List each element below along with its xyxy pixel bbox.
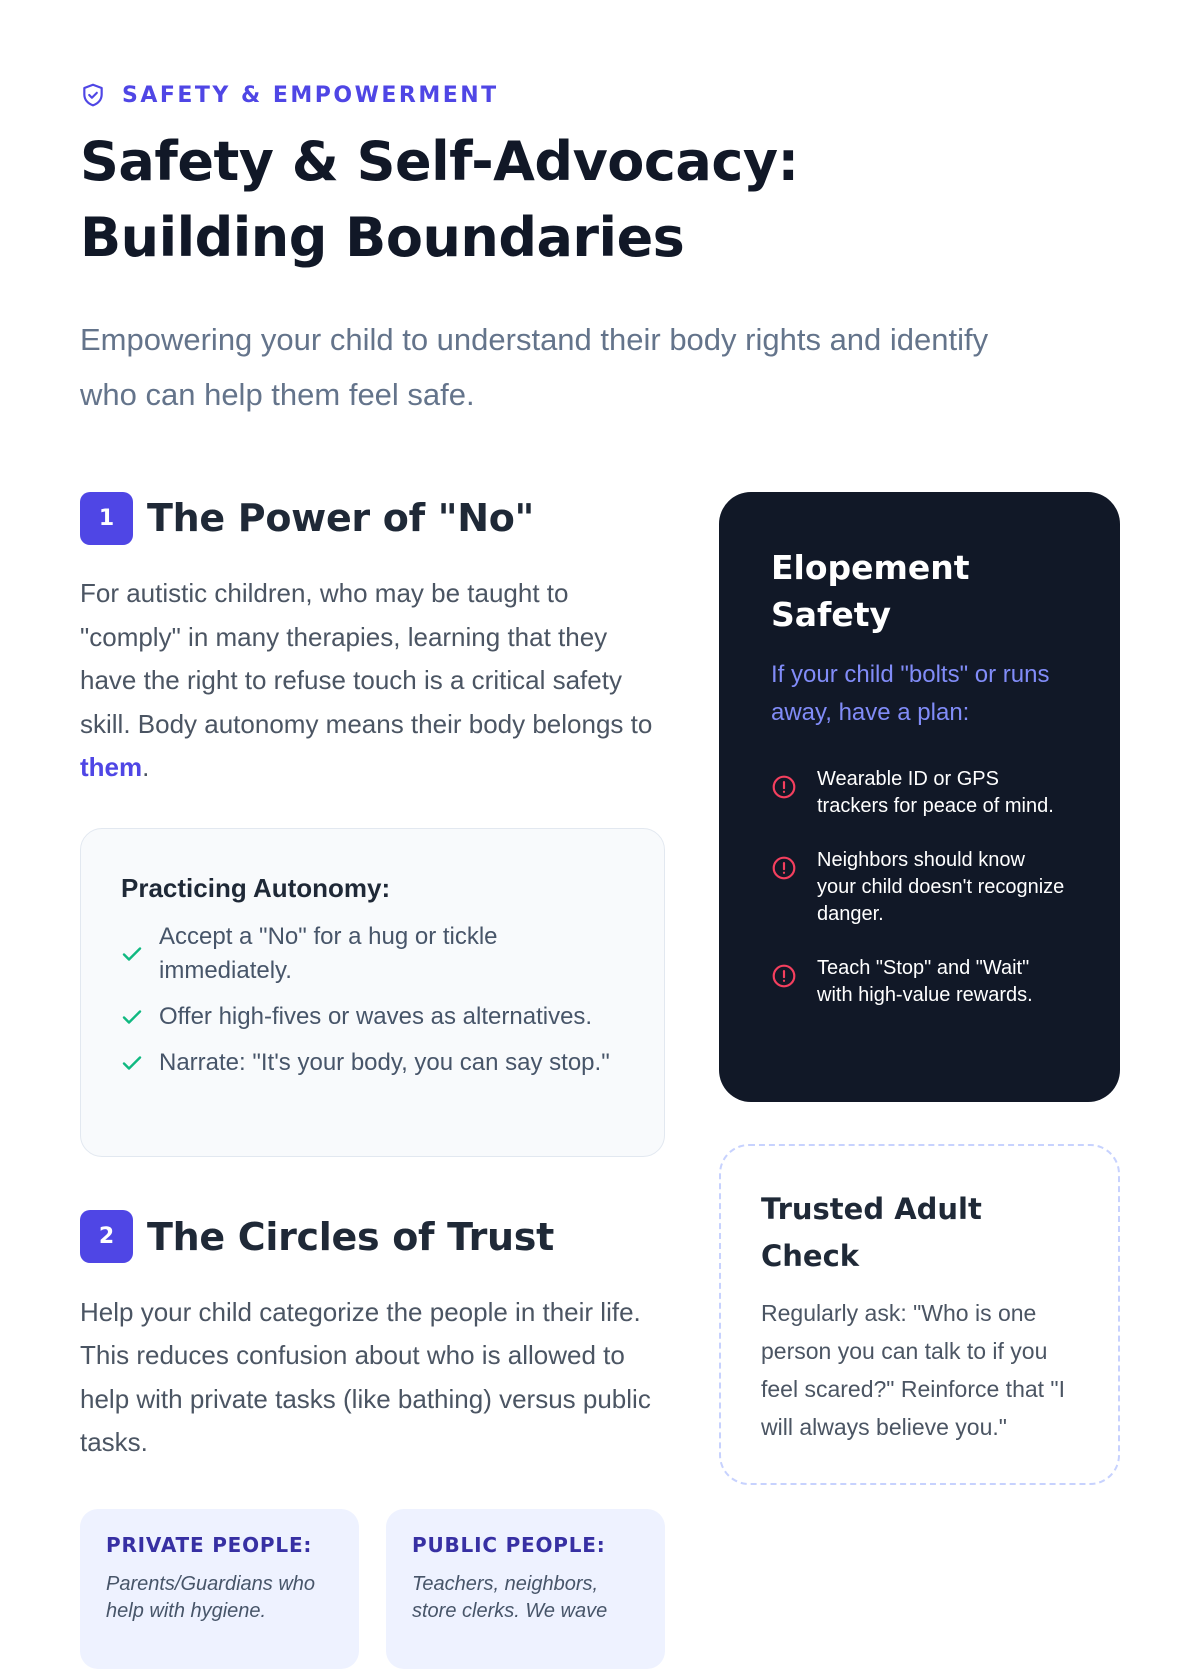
alert-circle-icon: [771, 847, 817, 886]
body-emphasis: them: [80, 752, 143, 782]
alert-list: [771, 766, 1068, 1009]
page-title-line-1: Safety & Self-Advocacy:: [80, 130, 799, 193]
page-title: [80, 124, 1120, 276]
alert-circle-icon: [771, 766, 817, 805]
list-item: [121, 1046, 624, 1080]
sidebar-column: [719, 492, 1120, 1485]
alert-circle-icon: [771, 955, 817, 994]
section-title: The Circles of Trust: [147, 1214, 554, 1259]
list-item: [121, 920, 624, 988]
card-text: Parents/Guardians who help with hygiene.: [106, 1572, 316, 1622]
card-subtitle: If your child "bolts" or runs away, have a plan:: [771, 661, 1050, 726]
list-item-text: Neighbors should know your child doesn't recognize danger.: [817, 849, 1065, 925]
check-icon: [121, 1008, 147, 1026]
public-people-card: [386, 1509, 665, 1669]
check-icon: [121, 945, 147, 963]
private-people-card: [80, 1509, 359, 1669]
checklist: [121, 920, 624, 1080]
trusted-adult-check-card: [719, 1144, 1120, 1485]
section-1-body: [80, 572, 665, 790]
body-text-end: .: [142, 752, 150, 782]
shield-check-icon: [80, 82, 106, 108]
section-title: The Power of "No": [147, 496, 535, 540]
card-text: Teachers, neighbors, store clerks. We wave: [412, 1572, 608, 1622]
card-title: Elopement Safety: [771, 548, 970, 634]
page-subtitle: Empowering your child to understand their body rights and identify who can help them feel safe.: [80, 322, 989, 412]
people-cards: [80, 1509, 665, 1669]
section-2-body: Help your child categorize the people in their life. This reduces confusion about who is allowed to help with private tasks (like bathing) versus public tasks.: [80, 1296, 651, 1457]
list-item-text: Offer high-fives or waves as alternatives.: [159, 1002, 593, 1030]
list-item: [121, 1000, 624, 1034]
card-title: PRIVATE PEOPLE:: [106, 1532, 313, 1557]
section-kicker: [80, 80, 1120, 110]
page-title-line-2: Building Boundaries: [80, 206, 685, 269]
section-number-badge: 2: [80, 1210, 133, 1263]
card-text: Regularly ask: "Who is one person you can talk to if you feel scared?" Reinforce that "I will always believe you.": [761, 1300, 1065, 1440]
list-item-text: Teach "Stop" and "Wait" with high-value rewards.: [817, 957, 1033, 1006]
kicker-label: SAFETY & EMPOWERMENT: [122, 82, 499, 108]
list-item: [771, 766, 1068, 820]
section-number-badge: 1: [80, 492, 133, 545]
check-icon: [121, 1054, 147, 1072]
list-item-text: Narrate: "It's your body, you can say stop.": [159, 1048, 610, 1076]
elopement-safety-card: [719, 492, 1120, 1102]
body-text: For autistic children, who may be taught to "comply" in many therapies, learning that they have the right to refuse touch is a critical safety skill. Body autonomy means their body belongs to: [80, 578, 653, 739]
practicing-autonomy-card: [80, 828, 665, 1157]
card-title: Trusted Adult Check: [761, 1192, 982, 1273]
section-1-heading: [80, 492, 665, 544]
card-title: Practicing Autonomy:: [121, 872, 391, 903]
list-item-text: Accept a "No" for a hug or tickle immediately.: [159, 922, 498, 984]
card-title: PUBLIC PEOPLE:: [412, 1532, 606, 1557]
section-2-heading: [80, 1211, 665, 1263]
list-item: [771, 955, 1068, 1009]
list-item-text: Wearable ID or GPS trackers for peace of mind.: [817, 768, 1054, 817]
list-item: [771, 847, 1068, 928]
main-column: [80, 492, 665, 1669]
